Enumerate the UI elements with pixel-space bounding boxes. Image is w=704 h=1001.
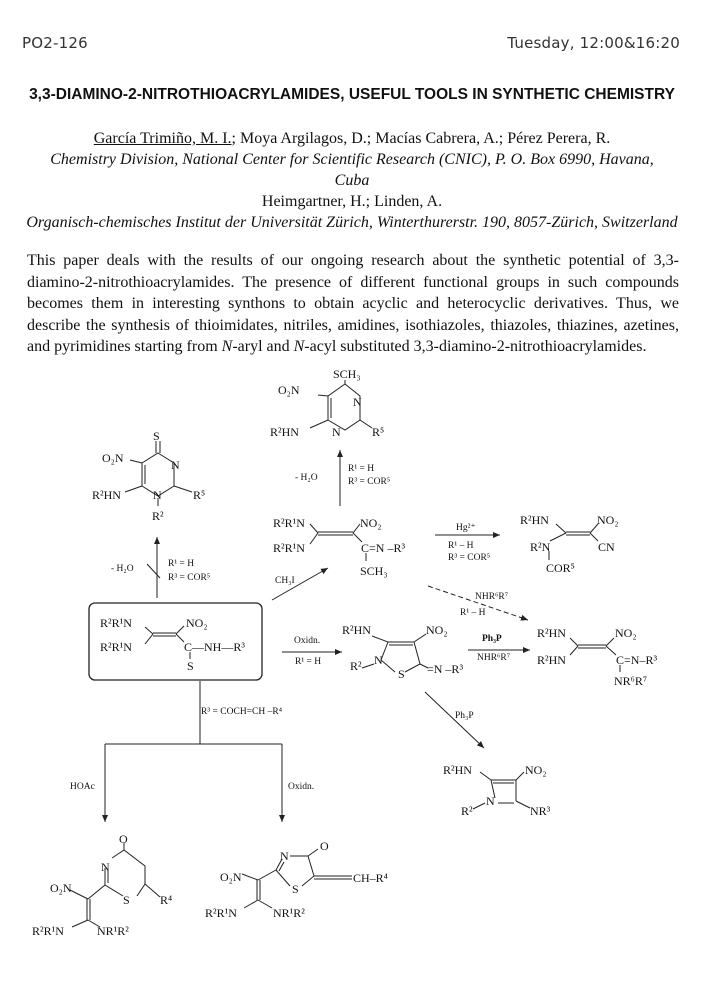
imine-label: =N –R³ <box>427 662 464 676</box>
thioimidate <box>273 516 405 578</box>
thioamide-label: C—NH—R³ <box>184 640 245 654</box>
reagent-label: Ph₃P <box>455 711 474 721</box>
r2hn-label: R²HN <box>443 763 472 777</box>
amine-label: R²R¹N <box>205 906 237 920</box>
reagent-label: Oxidn. <box>288 782 315 792</box>
no2-label: NO₂ <box>186 616 208 630</box>
o2n-label: O₂N <box>102 451 124 465</box>
nr3-label: NR³ <box>530 804 551 818</box>
thiazolone <box>205 839 388 920</box>
o-label: O <box>320 839 329 853</box>
abstract-text: -aryl and <box>232 338 294 355</box>
amine-label: R²R¹N <box>32 924 64 938</box>
isothiazole <box>342 623 463 681</box>
no2-label: NO₂ <box>597 513 619 527</box>
o2n-label: O₂N <box>50 881 72 895</box>
abstract-text: -acyl substituted 3,3-diamino-2-nitrothioacrylamides. <box>304 338 647 355</box>
r2hn-label: R²HN <box>92 488 121 502</box>
arrow-slash <box>147 564 160 578</box>
reagent-label: HOAc <box>70 782 95 792</box>
session-time: Tuesday, 12:00&16:20 <box>507 34 680 52</box>
authors-zurich: Heimgartner, H.; Linden, A. <box>261 193 443 210</box>
condition-label: R¹ – H <box>460 608 486 618</box>
poster-code: PO2-126 <box>22 34 88 52</box>
amine-label: R²R¹N <box>273 516 305 530</box>
amine-label: R²R¹N <box>100 640 132 654</box>
reagent-label: Oxidn. <box>294 636 321 646</box>
r2hn-label: R²HN <box>520 513 549 527</box>
s-label: S <box>398 667 405 681</box>
condition-label: R³ = COR⁵ <box>168 573 211 583</box>
reagent-label: Hg²⁺ <box>456 523 476 533</box>
n-label: N <box>280 849 289 863</box>
r2-label: R² <box>350 659 362 673</box>
amine-label: NR¹R² <box>97 924 129 938</box>
r2hn-label: R²HN <box>537 626 566 640</box>
condition-label: R¹ = H <box>168 559 195 569</box>
r2-label: R² <box>461 804 473 818</box>
starting-thioacrylamide <box>89 603 262 680</box>
condition-label: R¹ – H <box>448 541 474 551</box>
abstract-italic: N <box>293 338 305 355</box>
r2hn-label: R²HN <box>342 623 371 637</box>
s-label: S <box>153 429 160 443</box>
condition-label: R³ = COCH=CH –R⁴ <box>201 707 283 717</box>
no2-label: NO₂ <box>360 516 382 530</box>
s-label: S <box>123 893 130 907</box>
condition-label: - H₂O <box>295 473 318 483</box>
n-label: N <box>332 425 341 439</box>
n-label: N <box>101 860 110 874</box>
sch3-label: SCH₃ <box>360 564 388 578</box>
thiazinone <box>32 832 172 938</box>
nr6r7-label: NR⁶R⁷ <box>614 674 648 688</box>
abstract-italic: N <box>221 338 233 355</box>
n-label: N <box>153 488 162 502</box>
affiliation-cnic: Chemistry Division, National Center for Scientific Research (CNIC), P. O. Box 6990, Havana, Cuba <box>50 151 654 189</box>
nitrile-product <box>520 513 619 575</box>
r5-label: R⁵ <box>372 425 385 439</box>
condition-label: NHR⁶R⁷ <box>477 653 511 663</box>
pyrimidinethione <box>92 429 205 523</box>
o-label: O <box>119 832 128 846</box>
amine-label: NR¹R² <box>273 906 305 920</box>
ch-r4-label: CH–R⁴ <box>353 871 388 885</box>
paper-title: 3,3-DIAMINO-2-NITROTHIOACRYLAMIDES, USEFUL TOOLS IN SYNTHETIC CHEMISTRY <box>29 86 675 103</box>
condition-label: R¹ = H <box>295 657 322 667</box>
r2hn-label: R²HN <box>270 425 299 439</box>
cor5-label: COR⁵ <box>546 561 575 575</box>
r2-label: R² <box>152 509 164 523</box>
o2n-label: O₂N <box>278 383 300 397</box>
r5-label: R⁵ <box>193 488 206 502</box>
no2-label: NO₂ <box>615 626 637 640</box>
abstract-text: This paper deals with the results of our ongoing research about the synthetic potential of 3,3-diamino-2-nitrothioacrylamides. The presence of different functional groups in such compounds becomes them in interesting synthons to obtain acyclic and heterocyclic derivatives. Thus, we describe the synthesis of thioimidates, nitriles, amidines, isothiazoles, thiazoles, thiazines, azetines, and pyrimidines starting from <box>27 252 679 355</box>
pyrimidine-methylthio <box>270 367 384 439</box>
amine-label: R²R¹N <box>273 541 305 555</box>
n-label: N <box>486 794 495 808</box>
r2hn-label: R²HN <box>537 653 566 667</box>
no2-label: NO₂ <box>426 623 448 637</box>
amine-label: R²R¹N <box>100 616 132 630</box>
imine-label: C=N –R³ <box>361 541 406 555</box>
presenting-author: García Trimiño, M. I. <box>93 130 232 147</box>
reagent-label: Ph₃P <box>482 634 502 644</box>
condition-label: R¹ = H <box>348 464 375 474</box>
azetine <box>443 763 551 818</box>
condition-label: R³ = COR⁵ <box>448 553 491 563</box>
amidine-product <box>537 626 657 688</box>
no2-label: NO₂ <box>525 763 547 777</box>
n-label: N <box>374 653 383 667</box>
n-label: N <box>171 458 180 472</box>
affiliation-zurich: Organisch-chemisches Institut der Universität Zürich, Winterthurerstr. 190, 8057-Zürich, Switzerland <box>26 214 678 231</box>
condition-label: - H₂O <box>111 564 134 574</box>
r4-label: R⁴ <box>160 893 173 907</box>
co-authors: ; Moya Argilagos, D.; Macías Cabrera, A.; Pérez Perera, R. <box>231 130 611 147</box>
s-label: S <box>292 882 299 896</box>
o2n-label: O₂N <box>220 870 242 884</box>
imine-label: C=N–R³ <box>616 653 658 667</box>
reagent-label: CH₃I <box>275 576 295 586</box>
r2n-label: R²N <box>530 540 551 554</box>
cn-label: CN <box>598 540 615 554</box>
sch3-label: SCH₃ <box>333 367 361 381</box>
n-label: N <box>353 395 362 409</box>
reagent-label: NHR⁶R⁷ <box>475 592 509 602</box>
condition-label: R³ = COR⁵ <box>348 477 391 487</box>
s-label: S <box>187 659 194 673</box>
